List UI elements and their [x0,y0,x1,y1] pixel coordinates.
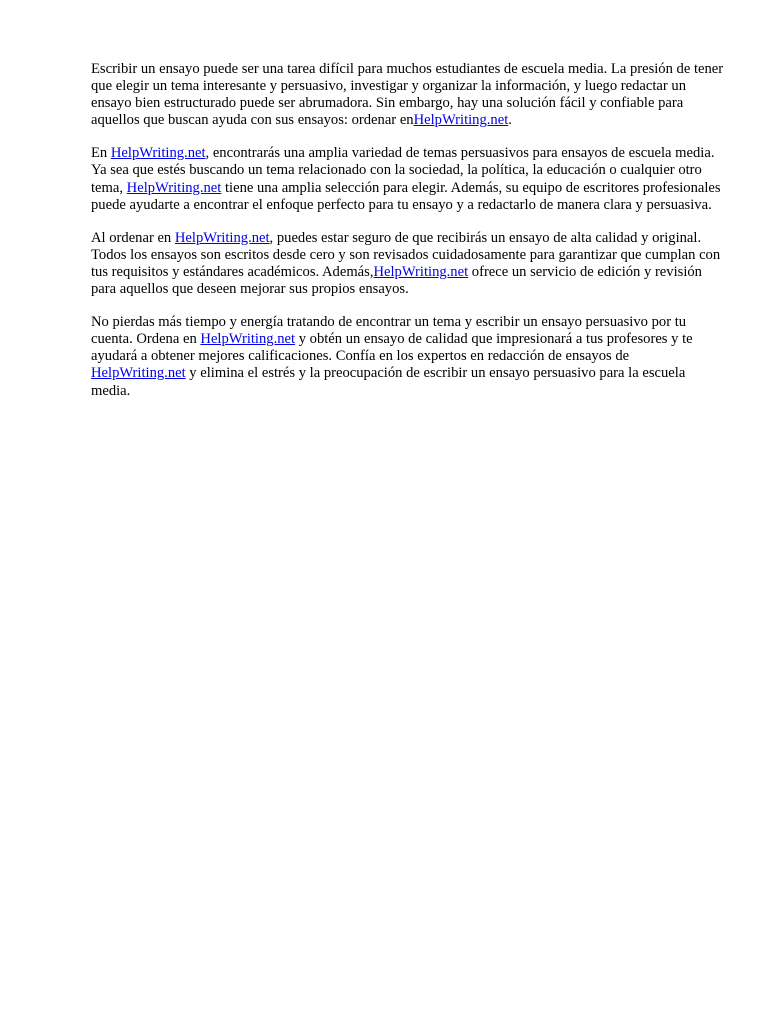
paragraph-text: No pierdas más tiempo y energía tratando de encontrar un tema y escribir un ensayo persuasivo por tu cuenta. Ordena en [91,314,687,348]
paragraph-text: . [508,112,512,129]
paragraph-text: Al ordenar en [91,229,175,246]
helpwriting-link[interactable]: HelpWriting.net [91,365,186,382]
paragraph-text: ofrece un servicio de edición y revisión para aquellos que deseen mejorar sus propios ensayos. [91,263,702,298]
helpwriting-link[interactable]: HelpWriting.net [200,331,296,348]
helpwriting-link[interactable]: HelpWriting.net [126,179,222,196]
helpwriting-link[interactable]: HelpWriting.net [110,145,206,162]
paragraph-2 [91,145,725,213]
paragraph-text: , puedes estar seguro de que recibirás un ensayo de alta calidad y original. Todos los ensayos son escritos desde cero y son revisados cuidadosamente para garantizar que cumplan con tus requisitos y estándares académicos. Además, [91,229,721,280]
paragraph-text: , encontrarás una amplia variedad de temas persuasivos para ensayos de escuela media. Ya sea que estés buscando un tema relacionado con la sociedad, la política, la educación o cualquier otro tema, [91,145,715,196]
paragraph-text: tiene una amplia selección para elegir. Además, su equipo de escritores profesionales puede ayudarte a encontrar el enfoque perfecto para tu ensayo y a redactarlo de manera clara y persuasiva. [91,179,721,213]
paragraph-text: y obtén un ensayo de calidad que impresionará a tus profesores y te ayudará a obtener mejores calificaciones. Confía en los expertos en redacción de ensayos de [91,331,693,365]
helpwriting-link[interactable]: HelpWriting.net [413,112,509,129]
paragraph-text: Escribir un ensayo puede ser una tarea difícil para muchos estudiantes de escuela media. La presión de tener que elegir un tema interesante y persuasivo, investigar y organizar la información, y luego redactar un ensayo bien estructurado puede ser abrumadora. Sin embargo, hay una solución fácil y confiable para aquellos que buscan ayuda con sus ensayos: ordenar en [91,61,724,129]
document-body [91,61,725,416]
paragraph-4 [91,314,725,399]
paragraph-1 [91,61,725,129]
paragraph-text: y elimina el estrés y la preocupación de escribir un ensayo persuasivo para la escuela media. [91,365,686,399]
helpwriting-link[interactable]: HelpWriting.net [174,229,270,246]
paragraph-text: En [91,145,111,162]
paragraph-3 [91,230,725,298]
helpwriting-link[interactable]: HelpWriting.net [373,263,469,280]
